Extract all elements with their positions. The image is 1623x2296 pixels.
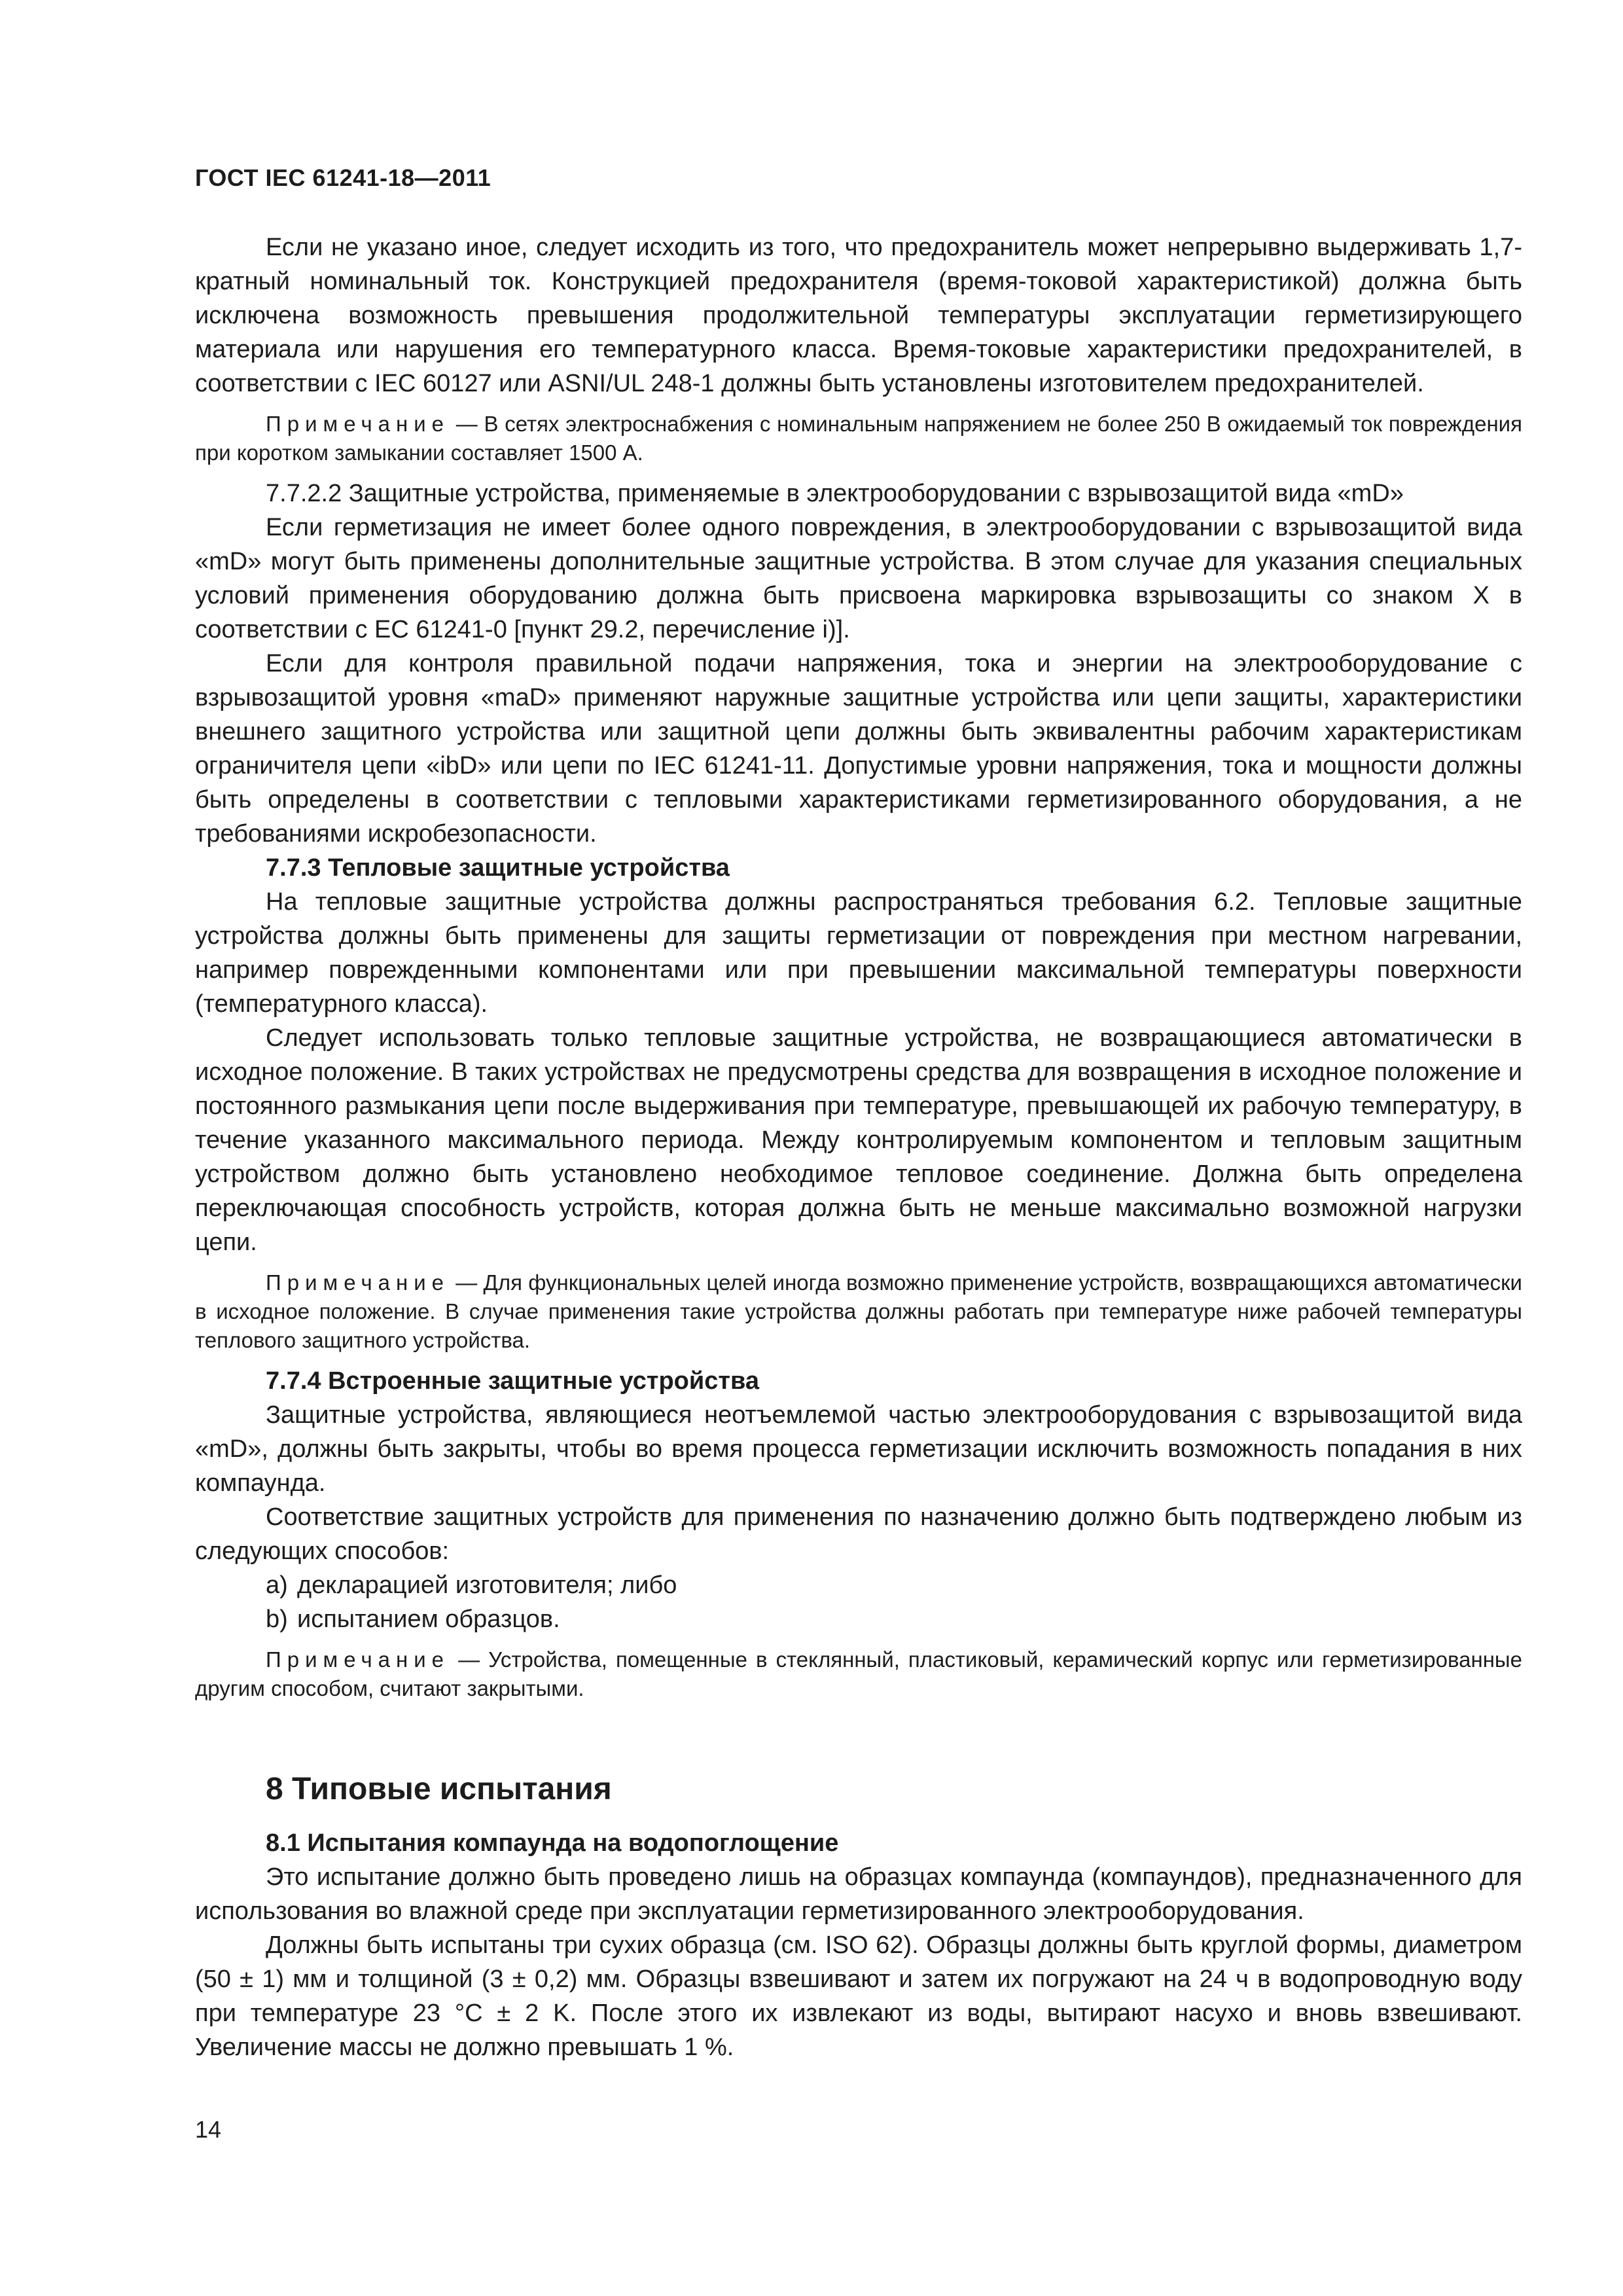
note-label: Примечание <box>266 1270 450 1295</box>
clause-8-1-heading: 8.1 Испытания компаунда на водопоглощение <box>266 1829 839 1857</box>
note-text: — Устройства, помещенные в стеклянный, пластиковый, керамический корпус или герметизированные другим способом, считают закрытыми. <box>195 1647 1522 1700</box>
list-item-text: испытанием образцов. <box>297 1605 560 1633</box>
note-enclosed-devices <box>195 1645 1522 1703</box>
paragraph-water-absorption-scope: Это испытание должно быть проведено лишь на образцах компаунда (компаундов), предназначенного для использования во влажной среде при эксплуатации герметизированного электрооборудования. <box>195 1863 1522 1925</box>
section-8-text-block <box>195 1826 1522 2064</box>
paragraph-built-in-devices: Защитные устройства, являющиеся неотъемлемой частью электрооборудования с взрывозащитой вида «mD», должны быть закрыты, чтобы во время процесса герметизации исключить возможность попадания в них компаунда. <box>195 1401 1522 1497</box>
section-8-title: 8 Типовые испытания <box>266 1772 612 1806</box>
paragraph-additional-devices: Если герметизация не имеет более одного повреждения, в электрооборудовании с взрывозащитой вида «mD» могут быть применены дополнительные защитные устройства. В этом случае для указания специальных условий применения оборудованию должна быть присвоена маркировка взрывозащиты со знаком X в соответствии с ЕС 61241-0 [пункт 29.2, перечисление i)]. <box>195 514 1522 643</box>
clause-7-7-4-heading: 7.7.4 Встроенные защитные устройства <box>266 1367 759 1395</box>
list-marker: b) <box>266 1605 288 1633</box>
page-number: 14 <box>195 2116 222 2143</box>
paragraph-external-protection: Если для контроля правильной подачи напряжения, тока и энергии на электрооборудование с взрывозащитой уровня «maD» применяют наружные защитные устройства или цепи защиты, характеристики внешнего защитного устройства или защитной цепи должны быть эквивалентны рабочим характеристикам ограничителя цепи «ibD» или цепи по IEC 61241-11. Допустимые уровни напряжения, тока и мощности должны быть определены в соответствии с тепловыми характеристиками герметизированного оборудования, а не требованиями искробезопасности. <box>195 650 1522 848</box>
paragraph-thermal-requirements: На тепловые защитные устройства должны распространяться требования 6.2. Тепловые защитные устройства должны быть применены для защиты герметизации от повреждения при местном нагревании, например поврежденными компонентами или при превышении максимальной температуры поверхности (температурного класса). <box>195 888 1522 1018</box>
list-item-b <box>195 1602 1522 1636</box>
note-text: — В сетях электроснабжения с номинальным напряжением не более 250 В ожидаемый ток повреждения при коротком замыкании составляет 1500 А. <box>195 412 1522 465</box>
clause-7-7-3-heading: 7.7.3 Тепловые защитные устройства <box>266 854 730 882</box>
clause-7-7-2-2-heading: 7.7.2.2 Защитные устройства, применяемые в электрооборудовании с взрывозащитой вида «mD» <box>266 480 1404 507</box>
note-auto-reset <box>195 1268 1522 1355</box>
paragraph-water-absorption-method: Должны быть испытаны три сухих образца (см. ISO 62). Образцы должны быть круглой формы, диаметром (50 ± 1) мм и толщиной (3 ± 0,2) мм. Образцы взвешивают и затем их погружают на 24 ч в водопроводную воду при температуре 23 °C ± 2 K. После этого их извлекают из воды, вытирают насухо и вновь взвешивают. Увеличение массы не должно превышать 1 %. <box>195 1931 1522 2061</box>
note-label: Примечание <box>266 412 450 436</box>
paragraph-non-resetting-devices: Следует использовать только тепловые защитные устройства, не возвращающиеся автоматически в исходное положение. В таких устройствах не предусмотрены средства для возвращения в исходное положение и постоянного размыкания цепи после выдерживания при температуре, превышающей их рабочую температуру, в течение указанного максимального периода. Между контролируемым компонентом и тепловым защитным устройством должно быть установлено необходимое тепловое соединение. Должна быть определена переключающая способность устройств, которая должна быть не меньше максимально возможной нагрузки цепи. <box>195 1024 1522 1256</box>
main-text-block <box>195 230 1522 1703</box>
note-short-circuit <box>195 410 1522 467</box>
document-header: ГОСТ IEC 61241-18—2011 <box>195 164 491 191</box>
paragraph-fuse-rating: Если не указано иное, следует исходить из того, что предохранитель может непрерывно выдерживать 1,7-кратный номинальный ток. Конструкцией предохранителя (время-токовой характеристикой) должна быть исключена возможность превышения продолжительной температуры эксплуатации герметизирующего материала или нарушения его температурного класса. Время-токовые характеристики предохранителей, в соответствии с IEC 60127 или ASNI/UL 248-1 должны быть установлены изготовителем предохранителей. <box>195 234 1522 397</box>
note-text: — Для функциональных целей иногда возможно применение устройств, возвращающихся автоматически в исходное положение. В случае применения такие устройства должны работать при температуре ниже рабочей температуры теплового защитного устройства. <box>195 1270 1522 1352</box>
list-item-text: декларацией изготовителя; либо <box>297 1571 677 1599</box>
list-marker: a) <box>266 1571 288 1599</box>
paragraph-conformity-methods: Соответствие защитных устройств для применения по назначению должно быть подтверждено любым из следующих способов: <box>195 1503 1522 1565</box>
note-label: Примечание <box>266 1647 450 1672</box>
list-item-a <box>195 1568 1522 1602</box>
